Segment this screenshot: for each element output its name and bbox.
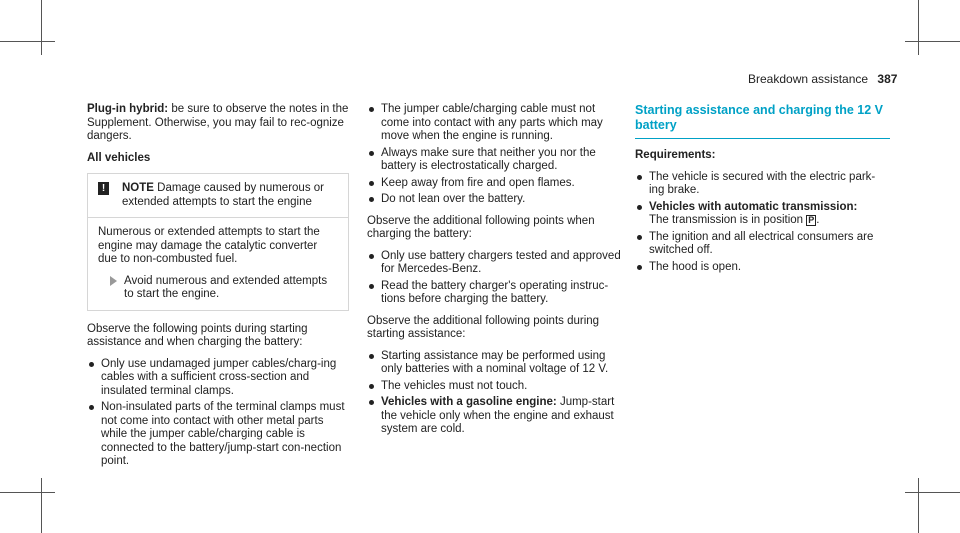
crop-mark-top-right-h: [905, 41, 960, 42]
arrow-right-icon: [110, 276, 117, 286]
requirements-text: Requirements:: [635, 149, 716, 161]
section-title: Starting assistance and charging the 12 V battery: [635, 103, 890, 139]
section-name: Breakdown assistance: [748, 72, 869, 86]
list-item: The vehicle is secured with the electric park-ing brake.: [635, 171, 890, 198]
note-description: Numerous or extended attempts to start the engine may damage the catalytic converter due to non-combusted fuel.: [98, 226, 320, 265]
note-box: [87, 173, 349, 311]
note-header: [88, 174, 348, 218]
list-item: Read the battery charger's operating instruc-tions before charging the battery.: [367, 280, 622, 307]
list-item: [367, 396, 622, 437]
observe-charging-paragraph: Observe the additional following points when charging the battery:: [367, 214, 595, 240]
column-3: [635, 103, 890, 282]
note-title-text: Damage caused by numerous or extended attempts to start the engine: [122, 182, 324, 208]
all-vehicles-text: All vehicles: [87, 151, 151, 164]
column-1: [87, 103, 349, 477]
list-item: The hood is open.: [635, 261, 890, 275]
list-item: Only use undamaged jumper cables/charg-ing cables with a sufficient cross-section and insulated terminal clamps.: [87, 358, 349, 399]
note-action-text: Avoid numerous and extended attempts to start the engine.: [124, 274, 328, 300]
list-item: The ignition and all electrical consumers are switched off.: [635, 231, 890, 258]
requirements-heading: [635, 149, 890, 163]
crop-mark-top-right-v: [918, 0, 919, 55]
list-item: [635, 201, 890, 228]
gasoline-label: Vehicles with a gasoline engine:: [381, 396, 557, 408]
crop-mark-bottom-right-v: [918, 478, 919, 533]
crop-mark-top-left-v: [41, 0, 42, 55]
observe-paragraph: Observe the following points during starting assistance and when charging the battery:: [87, 322, 308, 348]
col1-bullet-list: [87, 358, 349, 469]
page-header: [748, 72, 897, 86]
gasoline-text: Jump-start the vehicle only when the engine and exhaust system are cold.: [381, 396, 615, 435]
list-item: Always make sure that neither you nor the battery is electrostatically charged.: [367, 147, 622, 174]
list-item: Keep away from fire and open flames.: [367, 177, 622, 191]
requirements-list: [635, 171, 890, 275]
list-item: Starting assistance may be performed using only batteries with a nominal voltage of 12 V.: [367, 350, 622, 377]
all-vehicles-heading: [87, 152, 349, 166]
col2-bullet-list-top: [367, 103, 622, 207]
crop-mark-top-left-h: [0, 41, 55, 42]
list-item: Only use battery chargers tested and approved for Mercedes-Benz.: [367, 250, 622, 277]
col2-bullet-list-charging: [367, 250, 622, 307]
col2-bullet-list-starting: [367, 350, 622, 437]
list-item: The vehicles must not touch.: [367, 380, 622, 394]
note-title: [98, 182, 338, 209]
plug-in-hybrid-label: Plug-in hybrid:: [87, 103, 169, 115]
list-item: Do not lean over the battery.: [367, 193, 622, 207]
page-number: 387: [877, 72, 898, 86]
transmission-text: The transmission is in position: [649, 214, 804, 226]
transmission-text-end: .: [816, 214, 820, 226]
crop-mark-bottom-left-h: [0, 492, 55, 493]
park-position-icon: P: [808, 215, 815, 225]
column-2: [367, 103, 622, 445]
plug-in-hybrid-text: be sure to observe the notes in the Supplement. Otherwise, you may fail to rec-ognize dangers.: [87, 103, 349, 142]
warning-icon: !: [98, 182, 109, 195]
crop-mark-bottom-left-v: [41, 478, 42, 533]
list-item: Non-insulated parts of the terminal clamps must not come into contact with other metal parts while the jumper cable/charging cable is connected to the battery/jump-start con-nection point.: [87, 401, 349, 469]
note-action: [98, 275, 338, 302]
list-item: The jumper cable/charging cable must not come into contact with any parts which may move when the engine is running.: [367, 103, 622, 144]
crop-mark-bottom-right-h: [905, 492, 960, 493]
observe-starting-paragraph: Observe the additional following points during starting assistance:: [367, 314, 600, 340]
note-label: NOTE: [122, 182, 154, 194]
automatic-transmission-label: Vehicles with automatic transmission:: [649, 200, 858, 213]
plug-in-hybrid-paragraph: [87, 103, 349, 144]
note-body: [88, 218, 348, 310]
